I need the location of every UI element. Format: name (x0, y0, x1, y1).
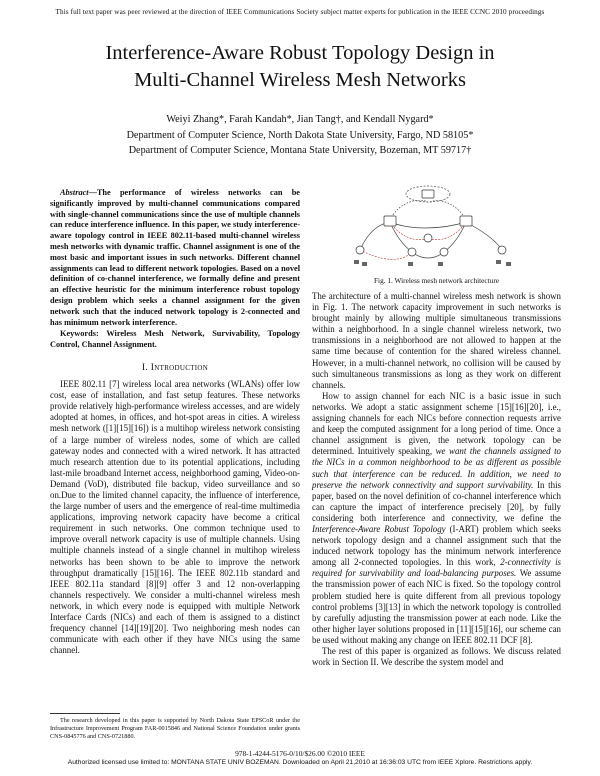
para3-emphasis-2: Interference-Aware Robust Topology (312, 523, 446, 534)
author-names: Weiyi Zhang*, Farah Kandah*, Jian Tang†, and Kendall Nygard* (166, 114, 434, 125)
figure-caption: Fig. 1. Wireless mesh network architecture (373, 276, 499, 285)
para3-emphasis-1: we want the channels assigned to the NICs in a common neighborhood to be as different as possible such that interference can be reduced. In addition, we need to preserve the network connectivity and support survivability. (312, 446, 561, 490)
intro-paragraph-3 (312, 391, 561, 646)
right-column (312, 291, 561, 668)
intro-paragraph-4: The rest of this paper is organized as follows. We discuss related work in Section II. We describe the system model and (312, 646, 561, 668)
intro-paragraph-1: IEEE 802.11 [7] wireless local area networks (WLANs) offer low cost, ease of installation, and fast setup features. These networks provide relatively high-performance wireless accesses, and are widely adopted at homes, in offices, and hot-spot areas in cities. A wireless mesh network ([1][15][16]) is a multihop wireless network consisting of a large number of wireless nodes, some of which are called gateway nodes and connected with a wired network. It has attracted much research attention due to its potential applications, including last-mile broadband Internet access, neighborhood gaming, Video-on-Demand (VoD), distributed file backup, video surveillance and so on.Due to the limited channel capacity, the influence of interference, the large number of users and the emergence of real-time multimedia applications, improving network capacity have become a critical requirement in such networks. One common technique used to improve overall network capacity is use of multiple channels. Using multiple channels instead of a single channel in multihop wireless networks has been shown to be able to improve the network throughput dramatically [15][16]. The IEEE 802.11b standard and IEEE 802.11a standard [8][9] offer 3 and 12 non-overlapping channels respectively. We consider a multi-channel wireless mesh network, in which every node is equipped with multiple Network Interface Cards (NICs) and each of them is assigned to a distinct frequency channel [14][19][20]. Two neighboring mesh nodes can communicate with each other if they have NICs using the same channel. (50, 379, 300, 656)
title-line-2: Multi-Channel Wireless Mesh Networks (134, 69, 466, 91)
footnote: The research developed in this paper is supported by North Dakota State EPSCoR under the Infrastructure Improvement Program FAR-0015846 and National Science Foundation under grants CNS-0845776 and CNS-0721880. (50, 717, 300, 740)
para3-part-b: In this paper, based on the novel definition of co-channel interference which can capture the impact of interference precisely [20], by fully considering both interference and connectivity, we define the (312, 479, 562, 523)
title-line-1: Interference-Aware Robust Topology Design in (105, 42, 495, 64)
intro-paragraph-2: The architecture of a multi-channel wireless mesh network is shown in Fig. 1. The network capacity improvement in such networks is brought mainly by allowing multiple simultaneous transmissions within a neighborhood. In a single channel wireless network, two transmissions in a neighborhood are not allowed to happen at the same time because of contention for the shared wireless channel. However, in a multi-channel network, no collision will be caused by such simultaneous transmissions as long as they work on different channels. (312, 291, 561, 390)
para3-part-c: (I-ART) problem which seeks network topology design and a channel assignment such that the induced network topology has the minimum network interference among all 2-connected topologies. In this work, (312, 523, 561, 568)
paper-title (30, 40, 570, 94)
license-footer: Authorized licensed use limited to: MONTANA STATE UNIV BOZEMAN. Downloaded on April 21,2010 at 16:36:03 UTC from IEEE Xplore. Restrictions apply. (67, 759, 533, 766)
keywords: Keywords: Wireless Mesh Network, Survivability, Topology Control, Channel Assignment. (50, 329, 300, 350)
affiliation-2: Department of Computer Science, Montana State University, Bozeman, MT 59717† (128, 145, 472, 156)
isbn-line: 978-1-4244-5176-0/10/$26.00 ©2010 IEEE (235, 749, 365, 758)
para3-emphasis-3: 2-connectivity is required for survivability and load-balancing purposes. (312, 557, 562, 579)
abstract-text: —The performance of wireless networks can be significantly improved by multi-channel communications compared with single-channel communications since the use of multiple channels can reduce interference influence. In this paper, we study interference-aware topology control in IEEE 802.11-based multi-channel wireless mesh networks with dynamic traffic. Channel assignment is one of the most basic and important issues in such networks. Different channel assignments can lead to different network topologies. Based on a novel definition of co-channel interference, we formally define and present an effective heuristic for the minimum interference robust topology design problem which seeks a channel assignment for the given network such that the induced network topology is 2-connected and has minimum network interference. (50, 188, 300, 327)
affiliation-1: Department of Computer Science, North Dakota State University, Fargo, ND 58105* (126, 129, 474, 141)
running-header: This full text paper was peer reviewed at the direction of IEEE Communications Society subject matter experts for publication in the IEEE CCNC 2010 proceedings (55, 8, 545, 16)
abstract (50, 188, 300, 328)
para3-part-d: We assume the transmission power of each NIC is fixed. So the topology control problem studied here is quite different from all previous topology control problems [3][13] in which the network topology is controlled by carefully adjusting the transmission power at each node. Like the other higher layer solutions proposed in [11][15][16], our scheme can be used without making any change on IEEE 802.11 DCF [8]. (312, 568, 561, 645)
figure-mesh-network (330, 180, 530, 278)
author-block (30, 112, 570, 159)
abstract-label: Abstract (60, 188, 89, 197)
para3-part-a: How to assign channel for each NIC is a basic issue in such networks. We adopt a static assignment scheme [15][16][20], i.e., assigning channels for each NICs before connection requests arrive and keep the computed assignment for a long period of time. Once a channel assignment is given, the network topology can be determined. Intuitively speaking, (312, 390, 561, 457)
footnote-rule (50, 713, 120, 714)
left-column (50, 188, 300, 656)
section-heading-introduction: I. Introduction (141, 361, 209, 373)
